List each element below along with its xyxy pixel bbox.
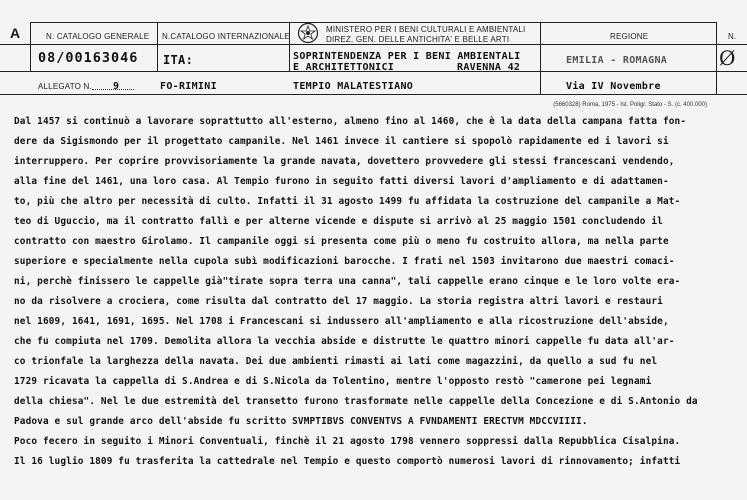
text-line: contratto con maestro Girolamo. Il campanile oggi si presenta come più o meno fu costruito allora, ma nella parte	[14, 236, 669, 247]
soprintendenza: SOPRINTENDENZA PER I BENI AMBIENTALI	[293, 51, 521, 62]
header-divider-1	[0, 44, 747, 45]
header-vline	[157, 22, 158, 71]
header-divider-3	[0, 94, 747, 95]
text-line: superiore e specialmente nella cupola subì modificazioni barocche. I frati nel 1503 invitarono due maestri comaci-	[14, 256, 675, 267]
catalog-number: 08/00163046	[38, 50, 139, 66]
ravenna-code: RAVENNA 42	[457, 62, 521, 73]
text-line: nel 1609, 1641, 1691, 1695. Nel 1708 i Francescani si indussero all'ampliamento e alla ricostruzione dell'abside,	[14, 316, 669, 327]
ministry-line-2: DIREZ. GEN. DELLE ANTICHITA' E BELLE ARTI	[326, 35, 510, 44]
address: Via IV Novembre	[566, 81, 661, 92]
region-label: REGIONE	[610, 32, 649, 41]
allegato-value: 9	[113, 81, 120, 92]
text-line: Poco fecero in seguito i Minori Conventuali, finchè il 21 agosto 1798 vennero soppressi dalla Repubblica Cisalpina.	[14, 436, 681, 447]
place: FO-RIMINI	[160, 81, 217, 92]
catalog-general-label: N. CATALOGO GENERALE	[46, 32, 150, 41]
header-vline	[289, 22, 290, 71]
text-line: co trionfale la larghezza della navata. Dei due ambienti rimasti ai lati come magazzini, da quello a sud fu nel	[14, 356, 658, 367]
text-line: dere da Sigismondo per il progettato campanile. Nel 1461 invece il cantiere si spopolò rapidamente ed i lavori si	[14, 136, 669, 147]
text-line: interruppero. Per coprire provvisoriamente la grande navata, dovettero provvedere gli stessi francescani vendendo,	[14, 156, 675, 167]
region-value: EMILIA - ROMAGNA	[566, 55, 668, 66]
text-line: Padova e sul grande arco dell'abside fu scritto SVMPTIBVS CONVENTVS A FVNDAMENTI ERECTVM MDCCVIIII.	[14, 416, 588, 427]
allegato-label: ALLEGATO N.	[38, 82, 92, 91]
text-line: Il 16 luglio 1809 fu trasferita la cattedrale nel Tempio e questo comportò numerosi lavori di rinnovamento; infatti	[14, 456, 681, 467]
section-letter: A	[10, 25, 21, 41]
text-line: alla fine del 1461, una loro casa. Al Tempio furono in seguito fatti diversi lavori d'ampliamento e di adattamen-	[14, 176, 669, 187]
ministry-line-1: MINISTERO PER I BENI CULTURALI E AMBIENTALI	[326, 25, 526, 34]
text-line: Dal 1457 si continuò a lavorare soprattutto all'esterno, almeno fino al 1460, che è la data della campana fatta fon-	[14, 116, 687, 127]
header-vline	[716, 22, 717, 94]
text-line: della chiesa". Nel le due estremità del transetto furono trasformate nelle cappelle della Concezione e di S.Antonio da	[14, 396, 698, 407]
text-line: ni, perchè finissero le cappelle già"tirate sopra terra una canna", tali cappelle erano cinque e le loro volte era-	[14, 276, 681, 287]
text-line: 1729 ricavata la cappella di S.Andrea e di S.Nicola da Tolentino, mentre l'opposto restò "camerone pei legnami	[14, 376, 652, 387]
header-vline	[30, 22, 31, 71]
italian-republic-emblem-icon	[297, 22, 319, 44]
catalog-international-label: N.CATALOGO INTERNAZIONALE	[162, 32, 290, 41]
ita-code: ITA:	[163, 53, 194, 67]
text-line: to, più che altro per necessità di culto. Infatti il 31 agosto 1499 fu affidata la costruzione del campanile a Mat-	[14, 196, 681, 207]
text-line: che fu compiuta nel 1709. Demolita allora la vecchia abside e distrutte le quattro minori cappelle fu data all'ar-	[14, 336, 675, 347]
monument: TEMPIO MALATESTIANO	[293, 81, 414, 92]
n-value: Ø	[719, 46, 736, 70]
typed-text-body	[14, 112, 736, 472]
card-header	[0, 0, 747, 100]
text-line: teo di Uguccio, ma il contratto fallì e per alterne vicende e dispute si arrivò al 25 maggio 1501 concludendo il	[14, 216, 663, 227]
n-label: N.	[728, 32, 737, 41]
header-vline	[540, 22, 541, 94]
text-line: no da risolvere a crociera, come risulta dal contratto del 17 maggio. La storia registra altri lavori e restauri	[14, 296, 663, 307]
printer-footnote: (5660328) Roma, 1975 - Ist. Poligr. Stato - S. (c. 400.000)	[553, 102, 707, 108]
header-top-line	[30, 22, 716, 23]
architettonici: E ARCHITETTONICI	[293, 62, 395, 73]
